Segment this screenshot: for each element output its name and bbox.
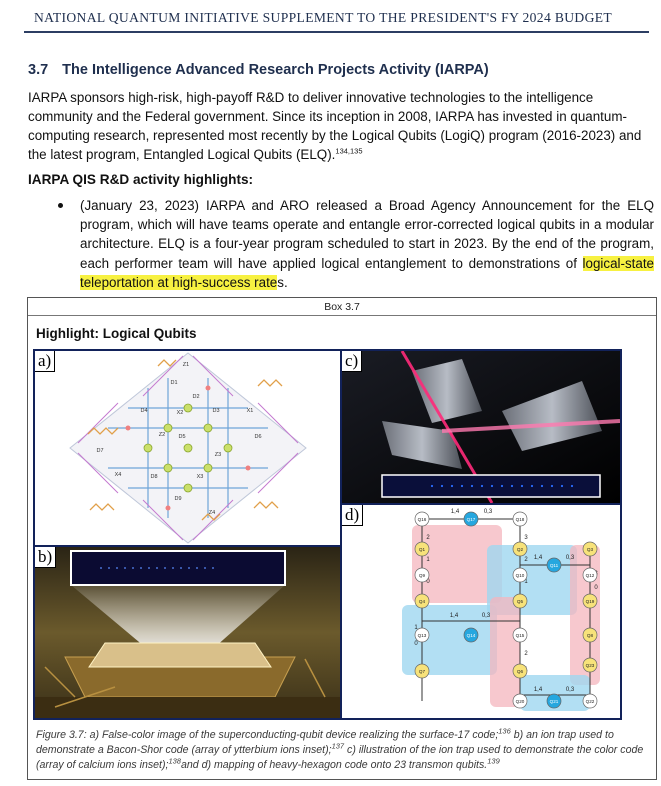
box-rule xyxy=(28,315,656,316)
edge-label: 0 xyxy=(414,641,418,647)
section-number: 3.7 xyxy=(28,62,49,78)
label-z1: Z1 xyxy=(182,362,190,368)
ion-array-inset xyxy=(100,567,214,569)
header-rule xyxy=(24,31,649,33)
svg-text:Q8: Q8 xyxy=(586,633,594,638)
intro-refs: 134,135 xyxy=(335,146,363,156)
qubit-node xyxy=(415,512,429,526)
qubit-node xyxy=(464,512,478,526)
edge-label: 0,3 xyxy=(483,509,493,515)
label-d1: D1 xyxy=(170,380,178,386)
qubit-node xyxy=(513,664,527,678)
panel-a xyxy=(35,351,340,545)
edge-label: 3 xyxy=(524,535,528,541)
qubit-node xyxy=(513,628,527,642)
qubit-node xyxy=(415,568,429,582)
label-d5: D5 xyxy=(178,434,186,440)
svg-text:Q1: Q1 xyxy=(418,547,426,552)
qubit-node xyxy=(583,542,597,556)
svg-text:Q22: Q22 xyxy=(585,699,595,704)
edge-label: 2 xyxy=(524,557,528,563)
edge-label: 2 xyxy=(426,535,430,541)
label-x2: X2 xyxy=(176,410,184,416)
label-z4: Z4 xyxy=(208,510,216,516)
panel-c-label: c) xyxy=(342,351,362,372)
superconducting-device-image xyxy=(35,351,340,545)
label-z3: Z3 xyxy=(214,452,222,458)
svg-text:Q21: Q21 xyxy=(549,699,559,704)
svg-text:Q4: Q4 xyxy=(418,599,426,604)
panel-b xyxy=(35,547,340,718)
figure-caption xyxy=(36,728,648,773)
svg-text:Q6: Q6 xyxy=(516,669,524,674)
svg-text:Q16: Q16 xyxy=(417,517,427,522)
bullet-item xyxy=(80,196,654,292)
highlighted-text: logical-state teleportation at high-success rate xyxy=(80,255,654,290)
label-z2: Z2 xyxy=(158,432,166,438)
edge-label: 1,4 xyxy=(450,509,460,515)
bullet-text-end: s. xyxy=(277,274,288,290)
bullet-dot xyxy=(58,203,63,208)
caption-part-b: b) an ion trap used to demonstrate a Bacon-Shor code (array of ytterbium ions inset); xyxy=(36,729,614,756)
label-d8: D8 xyxy=(150,474,158,480)
caption-ref: 138 xyxy=(168,756,181,766)
section-title-text: The Intelligence Advanced Research Projects Activity (IARPA) xyxy=(62,62,489,78)
label-x4: X4 xyxy=(114,472,122,478)
caption-ref: 139 xyxy=(487,756,500,766)
bullet-text: (January 23, 2023) IARPA and ARO released a Broad Agency Announcement for the ELQ program, which will have teams operate and entangle error-corrected logical qubits in a modular architecture. ELQ is a four-year program scheduled to start in 2023. By the end of the program, each performer team will have applied logical entanglement to demonstrations of xyxy=(80,198,654,271)
edge-label: 0,3 xyxy=(565,687,575,693)
label-d7: D7 xyxy=(96,448,104,454)
qubit-node xyxy=(415,664,429,678)
ion-trap-image xyxy=(35,547,340,718)
qubit-node xyxy=(464,628,478,642)
label-d4: D4 xyxy=(140,408,148,414)
figure-3-7 xyxy=(33,349,622,720)
svg-text:Q17: Q17 xyxy=(466,517,476,522)
label-d9: D9 xyxy=(174,496,182,502)
svg-text:Q5: Q5 xyxy=(516,599,524,604)
svg-text:Q18: Q18 xyxy=(515,517,525,522)
qubit-node xyxy=(583,594,597,608)
qubit-node xyxy=(415,594,429,608)
qubit-node xyxy=(513,542,527,556)
edge-label: 1,4 xyxy=(533,687,543,693)
qubit-node xyxy=(513,694,527,708)
region-pink xyxy=(490,597,520,707)
svg-text:Q10: Q10 xyxy=(515,573,525,578)
box-label: Box 3.7 xyxy=(324,301,360,313)
edge-label: 1,4 xyxy=(533,555,543,561)
qubit-node xyxy=(583,658,597,672)
edge-label: 1,4 xyxy=(449,613,459,619)
highlights-subheading: IARPA QIS R&D activity highlights: xyxy=(28,172,254,187)
panel-b-label: b) xyxy=(35,547,56,568)
qubit-node xyxy=(583,628,597,642)
caption-part-c: c) illustration of the ion trap used to demonstrate the color code (array of calcium ions inset); xyxy=(36,744,644,771)
svg-text:Q12: Q12 xyxy=(585,573,595,578)
panel-d-label: d) xyxy=(342,505,363,526)
edge-label: 0,3 xyxy=(481,613,491,619)
qubit-node xyxy=(415,542,429,556)
label-x3: X3 xyxy=(196,474,204,480)
edge-label: 2 xyxy=(524,651,528,657)
svg-text:Q3: Q3 xyxy=(586,547,594,552)
intro-paragraph xyxy=(28,88,654,164)
svg-text:Q2: Q2 xyxy=(516,547,524,552)
svg-text:Q15: Q15 xyxy=(515,633,525,638)
qubit-node xyxy=(583,694,597,708)
edge-label: 1 xyxy=(414,625,418,631)
svg-text:Q9: Q9 xyxy=(418,573,426,578)
qubit-node xyxy=(547,694,561,708)
panel-c xyxy=(342,351,620,503)
intro-paragraph-text: IARPA sponsors high-risk, high-payoff R&D to deliver innovative technologies to the intelligence community and the Federal government. Since its inception in 2008, IARPA has invested in quantum-computing research, represented most recently by the Logical Qubits (LogiQ) program (2016-2023) and the latest program, Entangled Logical Qubits (ELQ). xyxy=(28,90,642,162)
section-title xyxy=(28,62,489,78)
label-d3: D3 xyxy=(212,408,220,414)
caption-ref: 136 xyxy=(498,726,511,736)
calcium-ion-array-inset xyxy=(431,485,573,487)
label-x1: X1 xyxy=(246,408,254,414)
edge-label: 0 xyxy=(594,585,598,591)
qubit-node xyxy=(513,594,527,608)
svg-text:Q13: Q13 xyxy=(417,633,427,638)
svg-text:Q14: Q14 xyxy=(466,633,476,638)
qubit-node xyxy=(583,568,597,582)
label-d6: D6 xyxy=(254,434,262,440)
svg-text:Q23: Q23 xyxy=(585,663,595,668)
qubit-node xyxy=(513,512,527,526)
header-title: NATIONAL QUANTUM INITIATIVE SUPPLEMENT TO THE PRESIDENT'S FY 2024 BUDGET xyxy=(34,10,613,25)
heavy-hexagon-diagram xyxy=(342,505,620,718)
caption-ref: 137 xyxy=(331,741,345,751)
color-code-ion-trap-image xyxy=(342,351,620,503)
qubit-node xyxy=(415,628,429,642)
panel-a-label: a) xyxy=(35,351,55,372)
qubit-node xyxy=(513,568,527,582)
caption-part-a: Figure 3.7: a) False-color image of the superconducting-qubit device realizing the surface-17 code; xyxy=(36,729,499,741)
caption-part-d: and d) mapping of heavy-hexagon code onto 23 transmon qubits. xyxy=(180,759,488,771)
box-title: Highlight: Logical Qubits xyxy=(36,326,197,341)
page-header xyxy=(0,0,661,30)
edge-label: 0,3 xyxy=(565,555,575,561)
label-d2: D2 xyxy=(192,394,200,400)
svg-text:Q11: Q11 xyxy=(549,563,559,568)
panel-d xyxy=(342,505,620,718)
edge-label: 1 xyxy=(426,557,430,563)
edge-label: 1 xyxy=(524,579,528,585)
svg-text:Q20: Q20 xyxy=(515,699,525,704)
svg-text:Q19: Q19 xyxy=(585,599,595,604)
svg-text:Q7: Q7 xyxy=(418,669,426,674)
qubit-node xyxy=(547,558,561,572)
edge-label: 0 xyxy=(426,579,430,585)
